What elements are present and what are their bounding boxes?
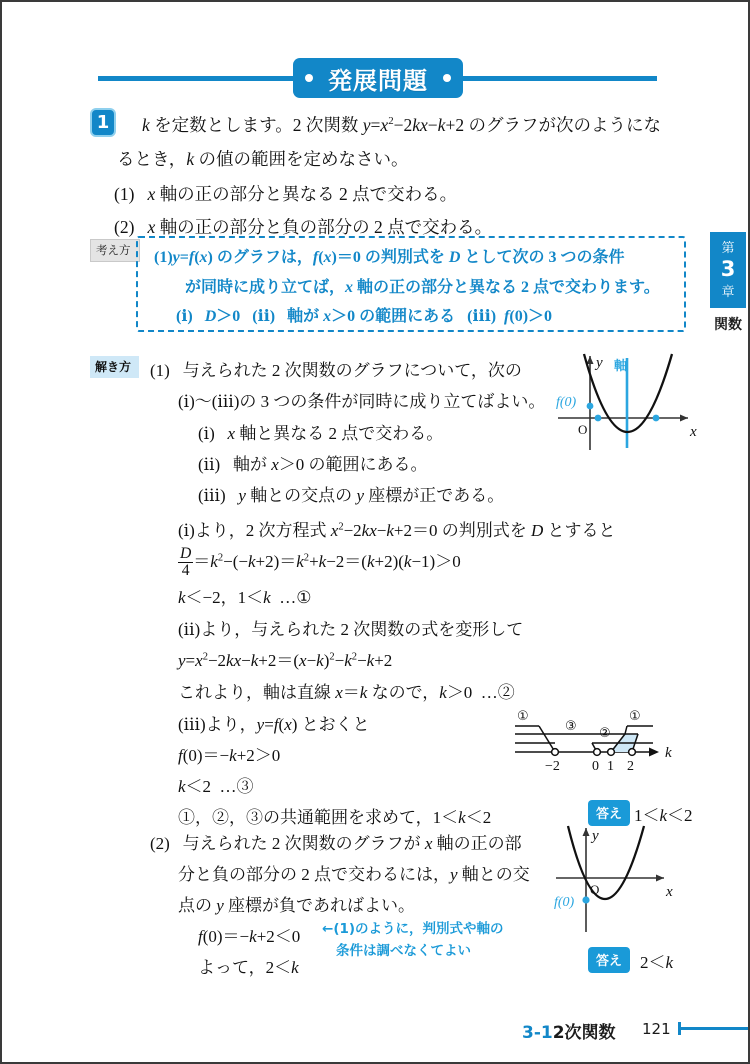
- svg-text:②: ②: [599, 726, 611, 741]
- answer-value-2: 2＜k: [640, 953, 674, 972]
- svg-text:①: ①: [629, 709, 641, 724]
- header-rule-right: [457, 76, 657, 81]
- note-line-2: 条件は調べなくてよい: [336, 943, 471, 959]
- svg-text:軸: 軸: [614, 359, 628, 374]
- banner-dot-left-icon: [305, 74, 313, 82]
- svg-text:x: x: [666, 884, 673, 900]
- section-banner: [293, 58, 463, 98]
- part2-note: [322, 918, 504, 962]
- solution-part2-equation: f(0)＝−k+2＜0: [198, 927, 301, 946]
- footer-page-number: 121: [642, 1020, 671, 1038]
- figure-parabola-mixed-roots: [554, 820, 704, 938]
- svg-text:O: O: [590, 882, 600, 897]
- solution-step-i-intro: (ⅰ)より，2 次方程式 $x^2-2kx-k+2=0$ の判別式を D とすると: [178, 521, 616, 540]
- solution-step-iii-equation: f(0)＝−k+2＞0: [178, 746, 281, 765]
- svg-text:③: ③: [565, 719, 577, 734]
- svg-text:x: x: [690, 424, 697, 440]
- banner-title: 発展問題: [328, 66, 428, 95]
- parabola2-svg: [554, 820, 704, 938]
- problem-number-badge: 1: [90, 108, 116, 137]
- solution-step-i-equation: $\frac{D}{4}$ $=k^2-(-k+2)=k^2+k-2=(k+2)(k-1)>0$: [180, 545, 461, 579]
- parabola1-svg: [554, 350, 704, 455]
- footer-section-number: 3-1: [522, 1023, 553, 1043]
- svg-text:k: k: [665, 745, 672, 761]
- solution-cond-ii: (ⅱ) 軸が x＞0 の範囲にある。: [198, 455, 428, 474]
- solution-label: 解き方: [90, 356, 139, 378]
- problem-item-2: (2) x 軸の正の部分と負の部分の 2 点で交わる。: [114, 217, 493, 237]
- solution-step-ii-intro: (ⅱ)より，与えられた 2 次関数の式を変形して: [178, 620, 524, 639]
- chapter-number: 3: [720, 256, 736, 281]
- svg-text:1: 1: [607, 759, 614, 774]
- page-footer: [2, 1018, 750, 1044]
- solution-part2-result: よって，2＜k: [198, 958, 299, 977]
- note-arrow-icon: ←: [322, 921, 334, 937]
- banner-dot-right-icon: [443, 74, 451, 82]
- solution-step-ii-equation: $y=x^2-2kx-k+2=(x-k)^2-k^2-k+2$: [178, 651, 393, 670]
- solution-step-ii-result: これより，軸は直線 x＝k なので，k＞0 …②: [178, 683, 515, 702]
- solution-step-i-result: k＜−2，1＜k …①: [178, 588, 312, 607]
- chapter-suffix: 章: [721, 284, 735, 300]
- solution-part2-line-2: 分と負の部分の 2 点で交わるには，y 軸との交: [178, 865, 530, 884]
- problem-item-1: (1) x 軸の正の部分と異なる 2 点で交わる。: [114, 184, 458, 204]
- solution-cond-i: (ⅰ) x 軸と異なる 2 点で交わる。: [198, 424, 444, 443]
- chapter-tab: [710, 232, 746, 334]
- svg-text:−2: −2: [545, 759, 560, 774]
- chapter-prefix: 第: [721, 241, 735, 256]
- svg-text:f(0): f(0): [554, 895, 575, 910]
- solution-part2-line-3: 点の y 座標が負であればよい。: [178, 896, 416, 915]
- answer-badge-1: 答え: [588, 800, 630, 826]
- svg-text:0: 0: [592, 759, 599, 774]
- approach-label: 考え方: [90, 239, 140, 262]
- header-rule-left: [98, 76, 310, 81]
- footer-section: [522, 1018, 616, 1043]
- svg-text:O: O: [578, 422, 588, 437]
- svg-text:y: y: [592, 828, 599, 844]
- svg-text:y: y: [596, 355, 603, 371]
- answer-value-1: 1＜k＜2: [634, 806, 693, 825]
- solution-part1-marker-line: (1) 与えられた 2 次関数のグラフについて，次の: [150, 361, 522, 380]
- solution-cond-iii: (ⅲ) y 軸との交点の y 座標が正である。: [198, 486, 505, 505]
- footer-section-name: 2次関数: [552, 1023, 616, 1043]
- figure-parabola-positive-roots: [554, 350, 704, 455]
- solution-step-iii-result: k＜2 …③: [178, 777, 254, 796]
- approach-box: [136, 236, 686, 332]
- problem-line-1: k を定数とします。2 次関数 $y=x^2-2kx-k+2$ のグラフが次のようにな: [142, 115, 661, 135]
- approach-line-3: (ⅰ) D＞0 (ⅱ) 軸が x＞0 の範囲にある (ⅲ) f(0)＞0: [176, 308, 553, 325]
- chapter-subject: 関数: [714, 316, 742, 333]
- svg-text:①: ①: [517, 709, 529, 724]
- problem-line-2: るとき，k の値の範囲を定めなさい。: [117, 149, 409, 169]
- page-header-band: [2, 58, 750, 98]
- svg-text:f(0): f(0): [556, 395, 577, 410]
- answer-badge-2: 答え: [588, 947, 630, 973]
- solution-part1-intro-2: (ⅰ)〜(ⅲ)の 3 つの条件が同時に成り立てばよい。: [178, 392, 546, 411]
- solution-part1-conclusion: ①，②，③の共通範囲を求めて，1＜k＜2: [178, 808, 492, 827]
- note-line-1: (1)のように，判別式や軸の: [333, 921, 504, 937]
- approach-line-1: (1)y=f(x) のグラフは，f(x)＝0 の判別式を D として次の 3 つの条件: [154, 249, 625, 266]
- solution-part2-line-1: (2) 与えられた 2 次関数のグラフが x 軸の正の部: [150, 834, 522, 853]
- chapter-tab-box: [710, 232, 746, 308]
- approach-line-2: が同時に成り立てば，x 軸の正の部分と異なる 2 点で交わります。: [185, 279, 660, 296]
- solution-step-iii-intro: (ⅲ)より，y=f(x) とおくと: [178, 715, 370, 734]
- figure-number-line: [507, 704, 697, 782]
- footer-rule: [681, 1027, 750, 1030]
- svg-text:2: 2: [627, 759, 634, 774]
- numberline-svg: [507, 704, 697, 782]
